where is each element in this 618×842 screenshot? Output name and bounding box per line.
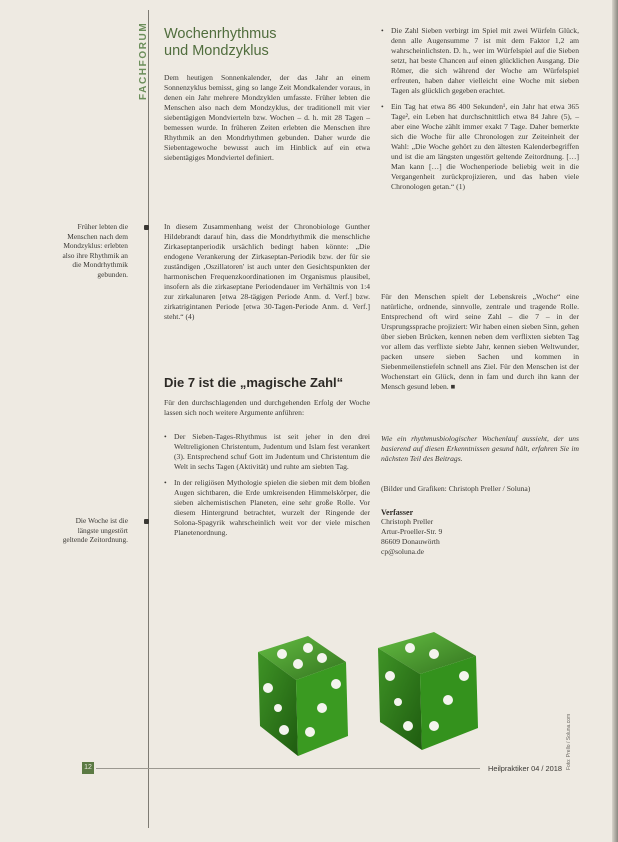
author-block bbox=[381, 508, 579, 557]
list-item: • Die Zahl Sieben verbirgt im Spiel mit zwei Würfeln Glück, denn alle Augensumme 7 ist mit dem Faktor 1,2 am wahrscheinlichsten. D. h., wer im Würfelspiel auf die Sieben setzt, hat beste Chancen auf einen glücklichen Ausgang. Die Römer, die sich während der Woche am Würfelspiel erfreuten, haben daher vielleicht eine Woche mit sieben Tagen als glücklich gegeben erachtet. bbox=[381, 26, 579, 96]
right-paragraph bbox=[381, 292, 579, 392]
section-heading: Die 7 ist die „magische Zahl“ bbox=[164, 375, 344, 390]
author-email[interactable]: cp@soluna.de bbox=[381, 547, 425, 556]
second-paragraph bbox=[164, 222, 370, 322]
author-city: 86609 Donauwörth bbox=[381, 537, 440, 546]
page-number: 12 bbox=[82, 762, 94, 774]
para3-text: Für den durchschlagenden und durchgehenden Erfolg der Woche lassen sich noch weitere Argumente anführen: bbox=[164, 398, 370, 417]
intro-paragraph bbox=[164, 73, 370, 163]
outro-text: Wie ein rhythmusbiologischer Wochenlauf aussieht, der uns basierend auf diesen Erkenntnissen gesund hält, erfahren Sie im nächsten Teil des Beitrags. bbox=[381, 434, 579, 463]
list-item: • Der Sieben-Tages-Rhythmus ist seit jeher in den drei Weltreligionen Christentum, Judentum und Islam fest verankert (3). Entsprechend schuf Gott im Judentum und Christentum die Welt in sechs Tagen (Aktivität) und ruhte am siebten Tag. bbox=[164, 432, 370, 472]
author-name: Christoph Preller bbox=[381, 517, 434, 526]
author-street: Artur-Proeller-Str. 9 bbox=[381, 527, 443, 536]
photo-credit-text: Foto: Prello / Soluna.com bbox=[566, 713, 572, 770]
right-bullet-list bbox=[381, 26, 579, 198]
section-label-text: FACHFORUM bbox=[138, 21, 149, 100]
title-line-2: und Mondzyklus bbox=[164, 43, 269, 59]
left-die bbox=[258, 636, 348, 756]
author-label: Verfasser bbox=[381, 508, 414, 517]
title-line-1: Wochenrhythmus bbox=[164, 26, 277, 42]
section-label bbox=[138, 20, 158, 100]
dice-illustration bbox=[238, 618, 500, 770]
intro-text: Dem heutigen Sonnenkalender, der das Jahr an einem Sonnenzyklus bemisst, ging so lange Zeit Mondkalender voraus, in denen ein Jahr mehrere Mondzyklen umfasste. Früher lebten die Menschen also nach dem Mondzyklus, der traditionell mit vier siebentägigen Mondvierteln bzw. Wochen – d. h. mit 28 Tagen – bemessen wurde. In früheren Zeiten erlebten die Menschen ihre Rhythmik an den Mondrhythmen gebunden. Daher wurde die Siebentagewoche bewusst auch im Hinblick auf ein etwa siebentägiges Mondviertel definiert. bbox=[164, 73, 370, 162]
list-item: • Ein Tag hat etwa 86 400 Sekunden¹, ein Jahr hat etwa 365 Tage², ein Leben hat durchschnittlich etwa 84 Jahre (5), – aber eine Woche zählt immer exakt 7 Tage. Daher bemerkte sich die Woche für alle Chronologen zur Zeiteinheit der Wahl: „Die Woche gehört zu den ältesten Kalenderbegriffen und ist die am längsten ungestört geltende Zeitordnung. […] Man kann […] die Wochenperiode beliebig weit in die Vergangenheit zurückprojizieren, und das haben viele Chronologen getan.“ (1) bbox=[381, 102, 579, 192]
third-paragraph bbox=[164, 398, 370, 418]
footer-rule bbox=[96, 768, 480, 769]
para2-text: In diesem Zusammenhang weist der Chronobiologe Gunther Hildebrandt darauf hin, dass die Mondrhythmik die menschliche Zirkaseptanperiodik ursächlich bedingt haben könnte: „Die endogene Verankerung der Zirkaseptan-Periodik bzw. der für sie zuständigen ‚Oszillatoren' ist auch unter den Gesichtspunkten der harmonischen Frequenzkoordinationen im Organismus plausibel, insofern als die zirkaseptane Periodendauer im Verhältnis von 1:4 zur zirkalunaren [etwa 28-tägigen Periode Anm. d. Verf.] bzw. zirkatrigintanen Periode [etwa 30-Tagen-Periode Anm. d. Verf.] steht.“ (4) bbox=[164, 222, 370, 321]
article-title bbox=[164, 26, 364, 60]
photo-credit bbox=[566, 690, 578, 770]
outro-teaser bbox=[381, 434, 579, 464]
scan-edge bbox=[612, 0, 618, 842]
side-note-2: Die Woche ist die längste ungestört geltende Zeitordnung. bbox=[62, 516, 128, 545]
list-item: • In der religiösen Mythologie spielen die sieben mit dem bloßen Augen sichtbaren, die Erde umkreisenden Himmelskörper, die sieben alchemistischen Planeten, eine sehr große Rolle. Vor diesem Hintergrund betrachtet, wurzelt der Ringende der Solona-Spagyrik wahrscheinlich weit vor der viele mischen Planetenordnung. bbox=[164, 478, 370, 538]
para-right-text: Für den Menschen spielt der Lebenskreis „Woche“ eine natürliche, ordnende, sinnvolle, zentrale und tragende Rolle. Entsprechend oft wird seine Zahl – die 7 – in der Ursprungssprache projiziert: Wir haben einen sieben Sinn, gehen über sieben Brücken, kennen neben dem verflixten siebten Tag vor allem das verflixte siebte Jahr, kennen sieben Weltwunder, packen unsere sieben Sachen und kommen in Siebenmeilenstiefeln schnell ans Ziel. Für den Menschen ist der Wochenstart ein Glück, denn in fam und durch ihn kann der Mensch gesund leben. ■ bbox=[381, 292, 579, 391]
side-note-1: Früher lebten die Menschen nach dem Mondzyklus: erlebten also ihre Rhythmik an die Mondrhythmik gebunden. bbox=[62, 222, 128, 279]
column-divider bbox=[148, 10, 149, 828]
side-note-2-marker bbox=[144, 519, 149, 524]
left-bullet-list bbox=[164, 432, 370, 544]
right-die bbox=[378, 632, 478, 750]
image-credit: (Bilder und Grafiken: Christoph Preller / Soluna) bbox=[381, 484, 531, 493]
journal-name: Heilpraktiker 04 / 2018 bbox=[488, 764, 562, 773]
side-note-1-marker bbox=[144, 225, 149, 230]
